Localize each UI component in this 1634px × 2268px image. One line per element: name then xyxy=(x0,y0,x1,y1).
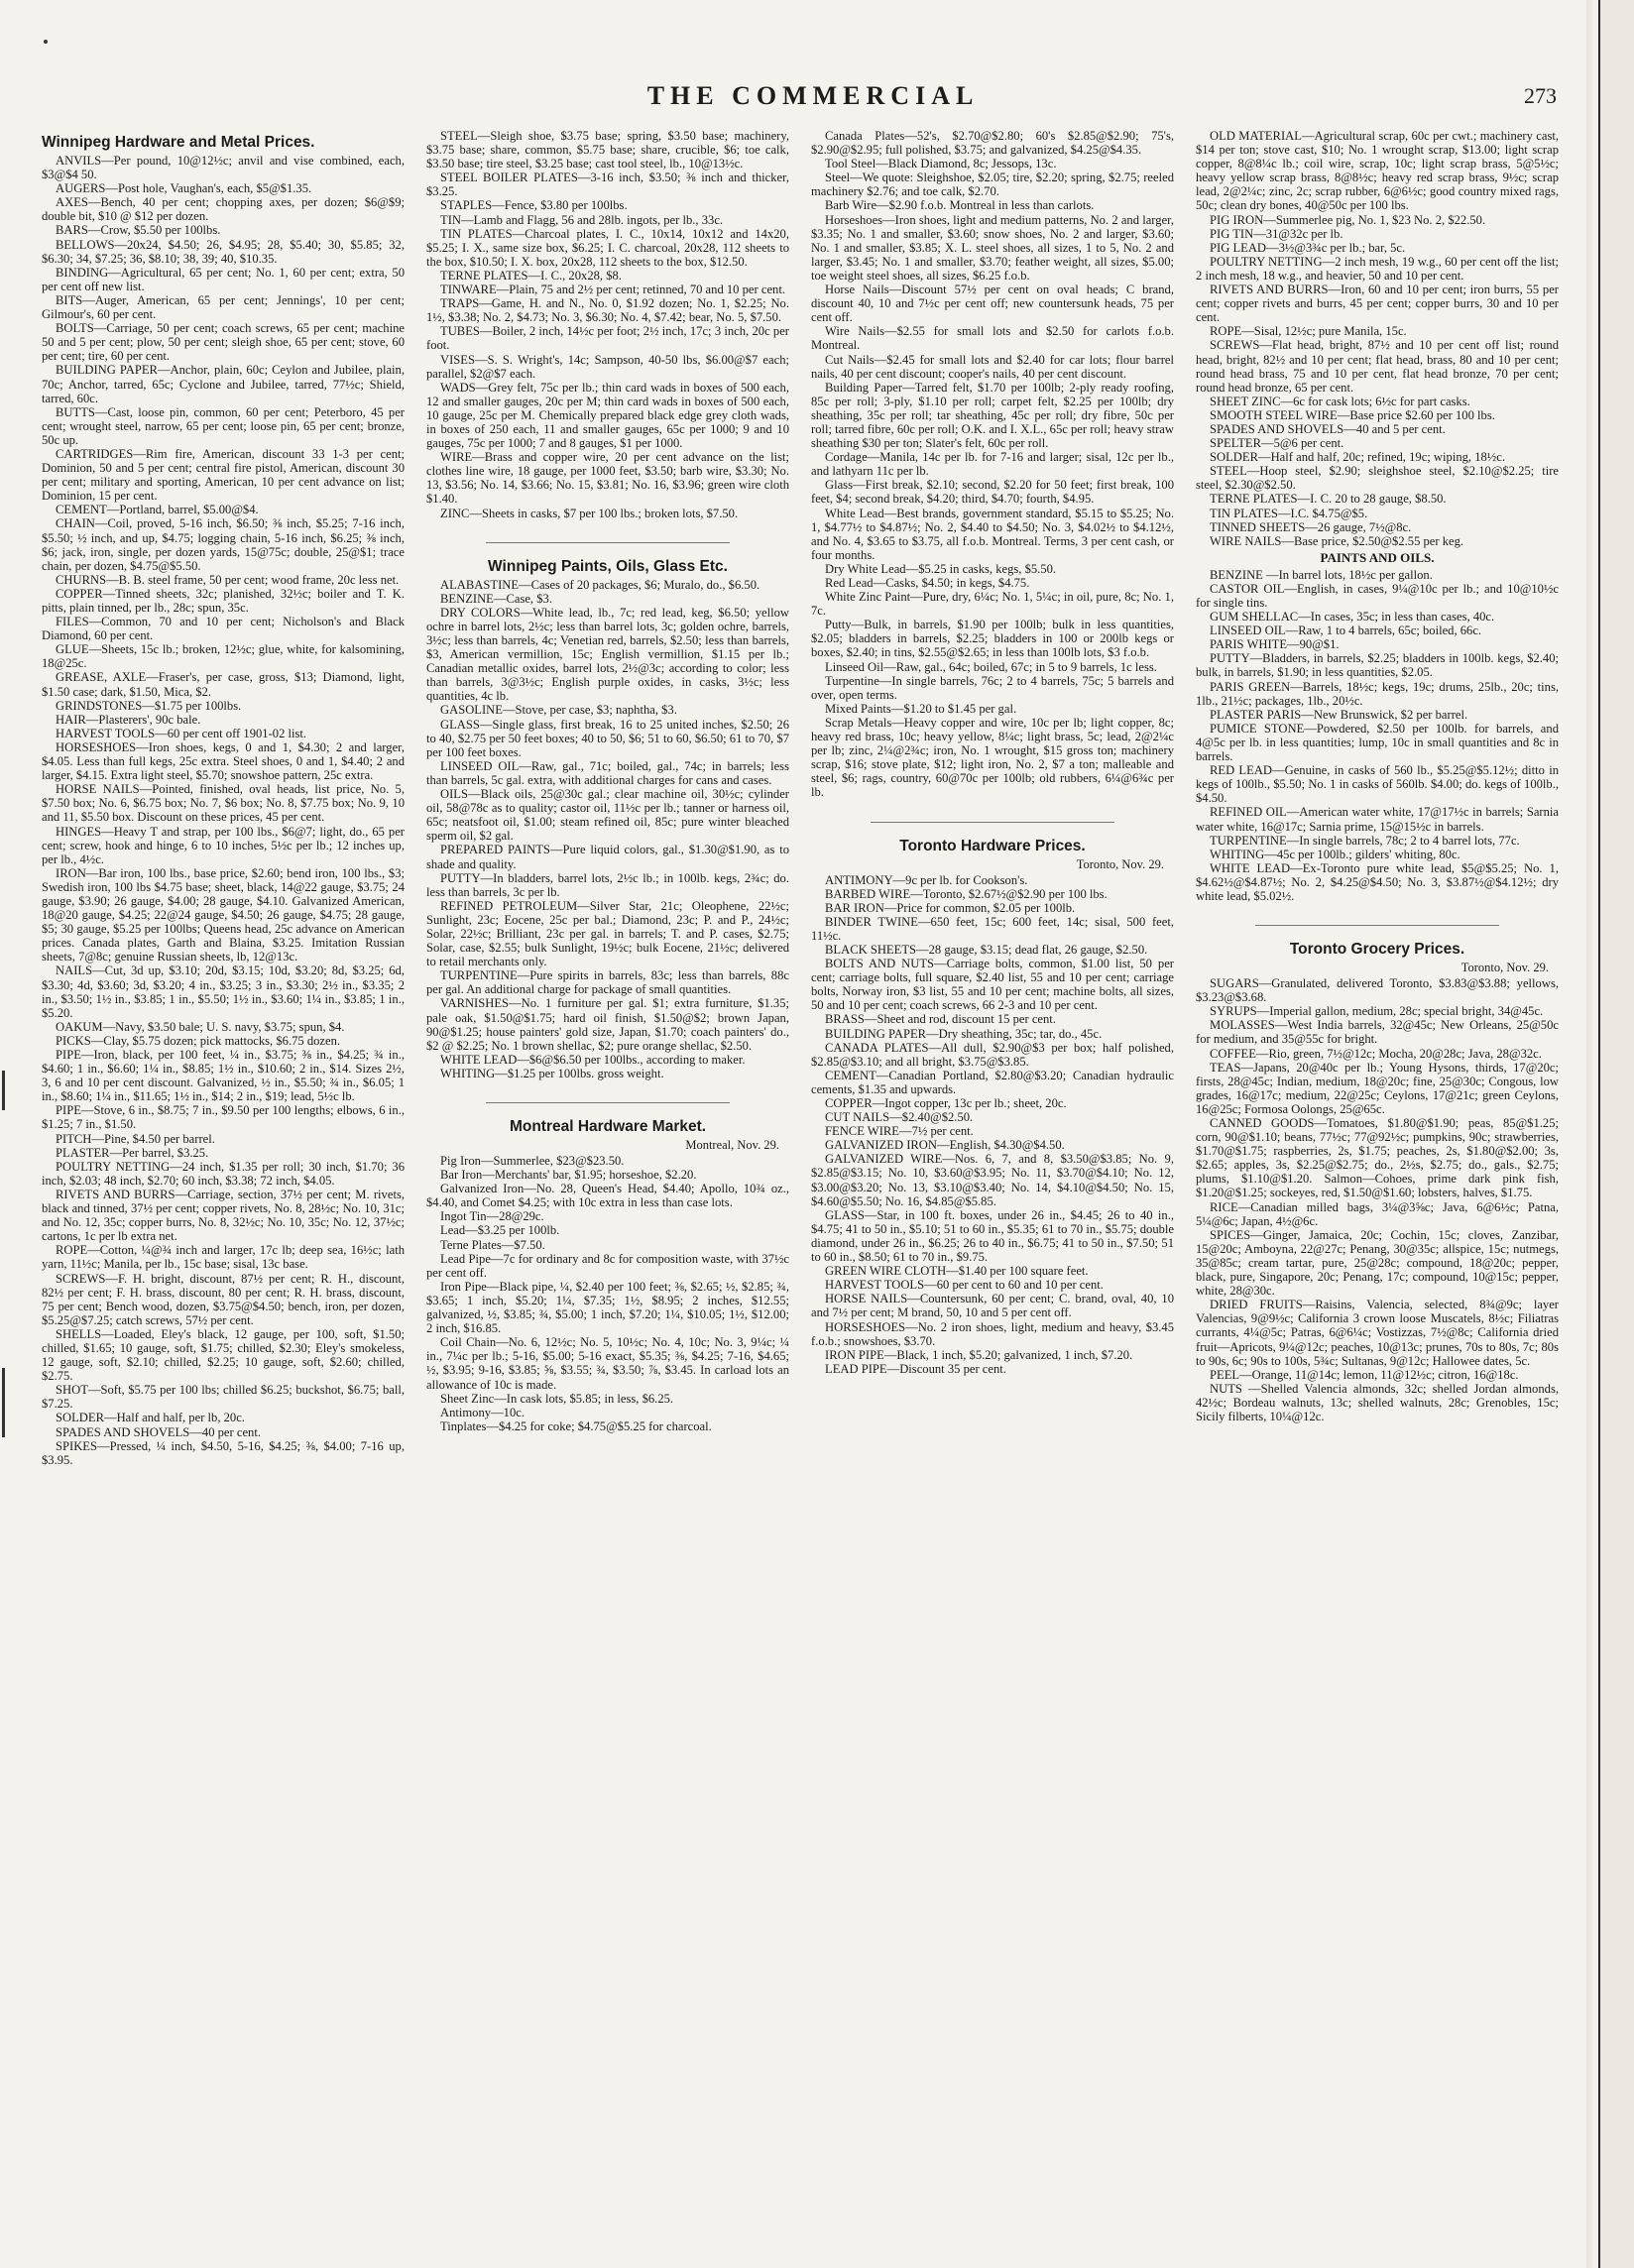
price-entry: CANNED GOODS—Tomatoes, $1.80@$1.90; peas, 85@$1.25; corn, 90@$1.10; beans, 77½c; 77@92½c; pumpkins, 90c; strawberries, $1.70@$1.75; raspberries, 2s, $1.75; peaches, 2s, $1.80@$2.00; 3s, $2.65; apples, 3s, $2.25@$2.75; do., 2½s, $2.75; do., gals., $2.75; plums, $1.10@$1.20. Salmon—Cohoes, prime dark pink fish, $1.20@$1.25; sockeyes, red, $1.50@$1.60; lobsters, halves, $1.75. xyxy=(1196,1116,1559,1200)
price-entry: SCREWS—F. H. bright, discount, 87½ per cent; R. H., discount, 82½ per cent; F. H. brass, discount, 80 per cent; R. H. brass, discount, 75 per cent; Bench wood, dozen, $3.75@$4.50; bench, iron, per dozen, $5.25@$7.25; catch screws, 57½ per cent. xyxy=(42,1271,405,1327)
price-entry: SUGARS—Granulated, delivered Toronto, $3.83@$3.88; yellows, $3.23@$3.68. xyxy=(1196,976,1559,1005)
price-entry: Red Lead—Casks, $4.50; in kegs, $4.75. xyxy=(825,576,1030,590)
price-entry: ROPE—Cotton, ¼@¾ inch and larger, 17c lb; deep sea, 16½c; lath yarn, 11½c; Manila, per lb., 15c base; sisal, 13c base. xyxy=(42,1243,405,1272)
price-entry: SPELTER—5@6 per cent. xyxy=(1210,436,1344,451)
price-entry: PUTTY—Bladders, in barrels, $2.25; bladders in 100lb. kegs, $2.40; bulk, in barrels, $1.90; in less quantities, $2.05. xyxy=(1196,651,1559,680)
price-entry: GLASS—Star, in 100 ft. boxes, under 26 in., $4.45; 26 to 40 in., $4.75; 41 to 50 in., $5.10; 51 to 60 in., $5.35; 61 to 70 in., $5.75; double diamond, under 26 in., $6.25; 26 to 40 in., $6.75; 41 to 50 in., $7.50; 51 to 60 in., $8.50; 61 to 70 in., $9.75. xyxy=(811,1207,1174,1265)
column-1 xyxy=(42,129,405,2250)
price-entry: STEEL—Hoop steel, $2.90; sleighshoe steel, $2.10@$2.25; tire steel, $2.30@$2.50. xyxy=(1196,464,1559,493)
price-entry: Horse Nails—Discount 57½ per cent on oval heads; C brand, discount 40, 10 and 7½c per cent off; new countersunk heads, 75 per cent off. xyxy=(811,283,1174,325)
scan-mark xyxy=(2,1071,5,1110)
price-entry: GRINDSTONES—$1.75 per 100lbs. xyxy=(56,698,242,713)
price-entry: PIG TIN—31@32c per lb. xyxy=(1210,226,1343,241)
price-entry: LINSEED OIL—Raw, gal., 71c; boiled, gal., 74c; in barrels; less than barrels, 5c gal. extra, with additional charges for cans and cases. xyxy=(426,758,789,787)
price-entry: WADS—Grey felt, 75c per lb.; thin card wads in boxes of 500 each, 12 and smaller gauges, 20c per M; thin card wads in boxes of 500 each, 10 gauge, 25c per M. Chemically prepared black edge grey cloth wads, in boxes of 250 each, 11 and smaller gauges, 65c per 1000; 9 and 10 gauges, 75c per 1000; 7 and 8 gauges, $1 per 1000. xyxy=(426,380,789,451)
price-entry: Iron Pipe—Black pipe, ¼, $2.40 per 100 feet; ⅜, $2.65; ½, $2.85; ¾, $3.65; 1 inch, $5.20; 1¼, $7.35; 1½, $8.95; 2 inches, $12.55; galvanized, ½, $3.85; ¾, $5.00; 1 inch, $7.20; 1¼, $10.05; 1½, $12.00; 2 inch, $16.85. xyxy=(426,1279,789,1336)
price-entry: BARBED WIRE—Toronto, $2.67½@$2.90 per 100 lbs. xyxy=(825,886,1108,901)
price-entry: SPADES AND SHOVELS—40 and 5 per cent. xyxy=(1210,421,1446,436)
price-entry: ANTIMONY—9c per lb. for Cookson's. xyxy=(825,872,1028,887)
price-entry: TRAPS—Game, H. and N., No. 0, $1.92 dozen; No. 1, $2.25; No. 1½, $3.38; No. 2, $4.73; No. 3, $6.30; No. 4, $7.42; bear, No. 5, $7.50. xyxy=(426,296,789,325)
price-entry: Scrap Metals—Heavy copper and wire, 10c per lb; light copper, 8c; heavy red brass, 10c; heavy yellow, 8¼c; light brass, 5c; lead, 2@2¼c per lb; zinc, 2¼@2¾c; iron, No. 1 wrought, $15 gross ton; machinery scrap, $16; stove plate, $12; light iron, No. 2, $7 a ton; malleable and steel, $6; rags, country, 60@70c per 100lb; old rubbers, 6¼@6¾c per lb. xyxy=(811,715,1174,800)
section-heading: Winnipeg Hardware and Metal Prices. xyxy=(42,134,315,151)
price-entry: BOLTS AND NUTS—Carriage bolts, common, $1.00 list, 50 per cent; carriage bolts, full square, $2.40 list, 55 and 10 per cent; carriage bolts, Norway iron, $3 list, 55 and 10 per cent; machine bolts, all sizes, 50 and 10 per cent; coach screws, 66 2-3 and 10 per cent. xyxy=(811,957,1174,1013)
scan-mark xyxy=(2,1368,5,1437)
price-entry: PARIS WHITE—90@$1. xyxy=(1210,637,1340,652)
section-heading: Winnipeg Paints, Oils, Glass Etc. xyxy=(488,557,728,575)
price-entry: POULTRY NETTING—2 inch mesh, 19 w.g., 60 per cent off the list; 2 inch mesh, 18 w.g., and heavier, 50 and 10 per cent. xyxy=(1196,254,1559,283)
price-entry: OLD MATERIAL—Agricultural scrap, 60c per cwt.; machinery cast, $14 per ton; stove cast, $10; No. 1 wrought scrap, $13.00; light scrap copper, 8@8¼c lb.; coil wire, scrap, 10c; light scrap brass, 5@5½c; heavy yellow scrap brass, 8@8½c; heavy red scrap brass, 9½c; scrap lead, 2@2¼c; zinc, 2c; scrap rubber, 6@6½c; good country mixed rags, 50c; clean dry bones, 40@50c per 100 lbs. xyxy=(1196,129,1559,213)
price-entry: SOLDER—Half and half, per lb, 20c. xyxy=(56,1411,245,1425)
price-entry: Terne Plates—$7.50. xyxy=(440,1237,545,1252)
price-entry: LEAD PIPE—Discount 35 per cent. xyxy=(825,1361,1006,1376)
price-entry: SPIKES—Pressed, ¼ inch, $4.50, 5-16, $4.25; ⅜, $4.00; 7-16 up, $3.95. xyxy=(42,1438,405,1467)
price-entry: IRON—Bar iron, 100 lbs., base price, $2.60; bend iron, 100 lbs., $3; Swedish iron, 100 lbs $4.75 base; sheet, black, 14@22 gauge, $3.75; 24 gauge, $3.90; 26 gauge, $4.00; 28 gauge, $4.10. Galvanized American, 18@20 gauge, $4.25; 22@24 gauge, $4.50; 26 gauge, $4.75; 28 gauge, $5; 30 gauge, $5.25 per 100lbs; Queens head, 25c advance on American prices. Canada plates, Garth and Blaina, $3.25. Imitation Russian sheets, 7@8c; genuine Russian sheets, lb, 12@13c. xyxy=(42,865,405,964)
price-entry: WIRE NAILS—Base price, $2.50@$2.55 per keg. xyxy=(1210,533,1464,548)
price-entry: Dry White Lead—$5.25 in casks, kegs, $5.50. xyxy=(825,561,1057,576)
price-entry: PICKS—Clay, $5.75 dozen; pick mattocks, $6.75 dozen. xyxy=(56,1033,341,1048)
price-entry: STEEL—Sleigh shoe, $3.75 base; spring, $3.50 base; machinery, $3.75 base; share, common, $5.75 base; share, crucible, $6; toe calk, $3.50 base; tire steel, $3.25 base; cast tool steel, lb., 10@13½c. xyxy=(426,129,789,171)
price-entry: GALVANIZED WIRE—Nos. 6, 7, and 8, $3.50@$3.85; No. 9, $2.85@$3.15; No. 10, $3.60@$3.95; No. 11, $3.70@$4.10; No. 12, $3.00@$3.20; No. 13, $3.10@$3.40; No. 14, $4.10@$4.50; No. 15, $4.60@$5.50; No. 16, $4.85@$5.85. xyxy=(811,1152,1174,1208)
price-entry: Turpentine—In single barrels, 76c; 2 to 4 barrels, 75c; 5 barrels and over, open terms. xyxy=(811,673,1174,702)
price-entry: TERNE PLATES—I. C., 20x28, $8. xyxy=(440,268,622,283)
price-entry: GUM SHELLAC—In cases, 35c; in less than cases, 40c. xyxy=(1210,610,1495,624)
price-entry: HARVEST TOOLS—60 per cent off 1901-02 list. xyxy=(56,726,307,740)
price-entry: ANVILS—Per pound, 10@12½c; anvil and vise combined, each, $3@$4 50. xyxy=(42,154,405,182)
price-entry: TIN PLATES—Charcoal plates, I. C., 10x14, 10x12 and 14x20, $5.25; I. X., same size box, $6.25; I. C. charcoal, 20x28, 112 sheets to the box, $10.50; I. X. box, 20x28, 112 sheets to the box, $12.50. xyxy=(426,226,789,269)
price-entry: TURPENTINE—Pure spirits in barrels, 83c; less than barrels, 88c per gal. An additional charge for package of small quantities. xyxy=(426,968,789,997)
price-entry: OILS—Black oils, 25@30c gal.; clear machine oil, 30½c; cylinder oil, 58@78c as to quality; castor oil, 11½c per lb.; tanner or harness oil, 65c; neatsfoot oil, $1.00; steam refined oil, 85c; pure winter bleached sperm oil, $2 gal. xyxy=(426,787,789,844)
price-entry: COPPER—Ingot copper, 13c per lb.; sheet, 20c. xyxy=(825,1096,1067,1110)
price-entry: CANADA PLATES—All dull, $2.90@$3 per box; half polished, $2.85@$3.10; and all bright, $3.75@$3.85. xyxy=(811,1040,1174,1069)
price-entry: BINDER TWINE—650 feet, 15c; 600 feet, 14c; sisal, 500 feet, 11½c. xyxy=(811,914,1174,943)
price-entry: REFINED PETROLEUM—Silver Star, 21c; Oleophene, 22½c; Sunlight, 23c; Eocene, 25c per bal.; Diamond, 23c; P. and P., 24½c; Solar, 22½c; Brilliant, 23c per gal. in barrels; T. and P. cases, $2.75; Solar, case, $2.55; bulk Sunlight, 19½c; bulk Eocene, 21½c; delivered to retail merchants only. xyxy=(426,898,789,969)
price-entry: ROPE—Sisal, 12½c; pure Manila, 15c. xyxy=(1210,324,1407,339)
price-entry: HAIR—Plasterers', 90c bale. xyxy=(56,712,201,727)
price-entry: HORSE NAILS—Countersunk, 60 per cent; C. brand, oval, 40, 10 and 7½ per cent; M brand, 50, 10 and 5 per cent off. xyxy=(811,1292,1174,1320)
price-entry: Pig Iron—Summerlee, $23@$23.50. xyxy=(440,1154,625,1168)
section-divider xyxy=(871,822,1114,823)
price-entry: Glass—First break, $2.10; second, $2.20 for 50 feet; first break, 100 feet, $4; second break, $4.20; third, $4.70; fourth, $4.95. xyxy=(811,478,1174,507)
price-entry: Tool Steel—Black Diamond, 8c; Jessops, 13c. xyxy=(825,157,1057,171)
price-entry: Canada Plates—52's, $2.70@$2.80; 60's $2.85@$2.90; 75's, $2.90@$2.95; full polished, $3.75; and galvanized, $4.25@$4.35. xyxy=(811,129,1174,158)
price-entry: WHITE LEAD—Ex-Toronto pure white lead, $5@$5.25; No. 1, $4.62½@$4.87½; No. 2, $4.25@$4.50; No. 3, $3.87½@$4.12½; dry white lead, $5.02½. xyxy=(1196,860,1559,903)
price-entry: White Zinc Paint—Pure, dry, 6¼c; No. 1, 5¼c; in oil, pure, 8c; No. 1, 7c. xyxy=(811,590,1174,619)
price-entry: RIVETS AND BURRS—Iron, 60 and 10 per cent; iron burrs, 55 per cent; copper rivets and burrs, 45 per cent; copper burrs, 30 and 10 per cent. xyxy=(1196,283,1559,325)
section-heading: Toronto Hardware Prices. xyxy=(899,837,1086,854)
price-entry: SHELLS—Loaded, Eley's black, 12 gauge, per 100, soft, $1.50; chilled, $1.65; 10 gauge, soft, $1.75; chilled, $2.30; Eley's smokeless, 12 gauge, soft, $2.10; chilled, $2.25; 10 gauge, soft, $2.60; chilled, $2.75. xyxy=(42,1326,405,1384)
column-3 xyxy=(811,129,1174,2250)
price-entry: LINSEED OIL—Raw, 1 to 4 barrels, 65c; boiled, 66c. xyxy=(1210,624,1482,638)
price-entry: ZINC—Sheets in casks, $7 per 100 lbs.; broken lots, $7.50. xyxy=(440,506,739,520)
price-entry: COFFEE—Rio, green, 7½@12c; Mocha, 20@28c; Java, 28@32c. xyxy=(1210,1046,1542,1061)
price-entry: Cut Nails—$2.45 for small lots and $2.40 for car lots; flour barrel nails, 40 per cent discount; cooper's nails, 40 per cent discount. xyxy=(811,352,1174,381)
price-entry: PIG IRON—Summerlee pig, No. 1, $23 No. 2, $22.50. xyxy=(1210,212,1486,227)
section-divider xyxy=(1255,925,1499,926)
price-entry: PUMICE STONE—Powdered, $2.50 per 100lb. for barrels, and 4@5c per lb. in less quantities; lump, 10c in small quantities and 8c in barrels. xyxy=(1196,721,1559,764)
price-entry: Linseed Oil—Raw, gal., 64c; boiled, 67c; in 5 to 9 barrels, 1c less. xyxy=(825,659,1157,674)
price-entry: NUTS —Shelled Valencia almonds, 32c; shelled Jordan almonds, 42½c; Bordeau walnuts, 13c; shelled walnuts, 28c; Grenobles, 15c; Sicily filberts, 10¼@12c. xyxy=(1196,1381,1559,1423)
running-head xyxy=(40,81,1586,115)
price-entry: IRON PIPE—Black, 1 inch, $5.20; galvanized, 1 inch, $7.20. xyxy=(825,1347,1133,1362)
price-entry: PITCH—Pine, $4.50 per barrel. xyxy=(56,1131,215,1146)
price-entry: STEEL BOILER PLATES—3-16 inch, $3.50; ⅜ inch and thicker, $3.25. xyxy=(426,170,789,199)
price-entry: CASTOR OIL—English, in cases, 9¼@10c per lb.; and 10@10½c for single tins. xyxy=(1196,581,1559,610)
price-entry: BOLTS—Carriage, 50 per cent; coach screws, 65 per cent; machine 50 and 5 per cent; plow, 50 per cent; sleigh shoe, 65 per cent; stove, 60 per cent; tire, 60 per cent. xyxy=(42,321,405,364)
price-entry: SHOT—Soft, $5.75 per 100 lbs; chilled $6.25; buckshot, $6.75; ball, $7.25. xyxy=(42,1383,405,1412)
price-entry: GREEN WIRE CLOTH—$1.40 per 100 square feet. xyxy=(825,1264,1089,1279)
column-2 xyxy=(426,129,789,2250)
price-entry: NAILS—Cut, 3d up, $3.10; 20d, $3.15; 10d, $3.20; 8d, $3.25; 6d, $3.30; 4d, $3.60; 3d, $3.20; 4 in., $3.25; 3 in., $3.30; 2½ in., $3.35; 2 in., $3.50; 1½ in., $3.85; 1 in., $5.50; 1½ in., $3.60; 1¼ in., $3.85; 1 in., $5.20. xyxy=(42,964,405,1020)
price-entry: PLASTER PARIS—New Brunswick, $2 per barrel. xyxy=(1210,707,1468,722)
price-entry: CHAIN—Coil, proved, 5-16 inch, $6.50; ⅜ inch, $5.25; 7-16 inch, $5.50; ½ inch, and up, $4.75; logging chain, 5-16 inch, $6.25; ⅜ inch, $6; jack, iron, single, per dozen yards, 15@75c; double, 25@$1; trace chain, per dozen, $4.75@$5.50. xyxy=(42,516,405,573)
price-entry: GASOLINE—Stove, per case, $3; naphtha, $3. xyxy=(440,703,677,718)
price-entry: TERNE PLATES—I. C. 20 to 28 gauge, $8.50. xyxy=(1210,492,1447,507)
price-entry: PIPE—Stove, 6 in., $8.75; 7 in., $9.50 per 100 lengths; elbows, 6 in., $1.25; 7 in., $1.50. xyxy=(42,1103,405,1132)
price-entry: BENZINE—Case, $3. xyxy=(440,591,552,606)
price-entry: Lead Pipe—7c for ordinary and 8c for composition waste, with 37½c per cent off. xyxy=(426,1251,789,1280)
price-entry: AXES—Bench, 40 per cent; chopping axes, per dozen; $6@$9; double bit, $10 @ $12 per dozen. xyxy=(42,195,405,224)
scan-mark xyxy=(44,40,48,44)
price-entry: WHITING—45c per 100lb.; gilders' whiting, 80c. xyxy=(1210,847,1460,861)
publication-title: THE COMMERCIAL xyxy=(646,81,980,110)
price-entry: Building Paper—Tarred felt, $1.70 per 100lb; 2-ply ready roofing, 85c per roll; 3-ply, $1.10 per roll; carpet felt, $2.25 per 100lb; dry sheathing, 35c per roll; tar sheathing, 45c per roll; dry fibre, 50c per roll; tarred fibre, 60c per roll; O.K. and I. X.L., 65c per roll; heavy straw sheathing $30 per ton; Slater's felt, 60c per roll. xyxy=(811,380,1174,451)
price-entry: White Lead—Best brands, government standard, $5.15 to $5.25; No. 1, $4.77½ to $4.87½; No. 2, $4.40 to $4.50; No. 3, $4.02½ to $4.12½, and No. 4, $3.65 to $3.75, all f.o.b. Montreal. Terms, 3 per cent cash, or four months. xyxy=(811,506,1174,562)
price-entry: Mixed Paints—$1.20 to $1.45 per gal. xyxy=(825,701,1017,716)
price-entry: TURPENTINE—In single barrels, 78c; 2 to 4 barrel lots, 77c. xyxy=(1210,833,1520,848)
price-entry: Horseshoes—Iron shoes, light and medium patterns, No. 2 and larger, $3.35; No. 1 and smaller, $3.60; snow shoes, No. 2 and larger, $3.60; No. 1 and smaller, $3.85; X. L. steel shoes, all sizes, 1 to 5, No. 2 and larger, $3.45; No. 1 and smaller, $3.70; feather weight, all sizes, $5.00; toe weight steel shoes, all sizes, $6.25 f.o.b. xyxy=(811,212,1174,283)
price-entry: VARNISHES—No. 1 furniture per gal. $1; extra furniture, $1.35; pale oak, $1.50@$1.75; hard oil finish, $1.50@$2; brown Japan, 90@$1.25; house painters' gold size, Japan, $1.70; coach painters' do., $2 @ $2.25; No. 1 brown shellac, $2; pure orange shellac, $2.50. xyxy=(426,996,789,1053)
price-entry: Cordage—Manila, 14c per lb. for 7-16 and larger; sisal, 12c per lb., and lathyarn 11c per lb. xyxy=(811,450,1174,479)
price-entry: TIN PLATES—I.C. $4.75@$5. xyxy=(1210,506,1368,520)
price-entry: PARIS GREEN—Barrels, 18½c; kegs, 19c; drums, 25lb., 20c; tins, 1lb., 21½c; packages, 1lb., 20½c. xyxy=(1196,679,1559,708)
price-entry: GALVANIZED IRON—English, $4.30@$4.50. xyxy=(825,1138,1065,1153)
price-entry: VISES—S. S. Wright's, 14c; Sampson, 40-50 lbs, $6.00@$7 each; parallel, $2@$7 each. xyxy=(426,352,789,381)
section-heading: Toronto Grocery Prices. xyxy=(1289,941,1465,959)
price-entry: CHURNS—B. B. steel frame, 50 per cent; wood frame, 20c less net. xyxy=(56,572,400,587)
dateline: Montreal, Nov. 29. xyxy=(685,1138,779,1152)
price-entry: WHITING—$1.25 per 100lbs. gross weight. xyxy=(440,1066,664,1080)
price-entry: Lead—$3.25 per 100lb. xyxy=(440,1223,560,1238)
price-entry: BRASS—Sheet and rod, discount 15 per cent. xyxy=(825,1012,1056,1027)
price-entry: AUGERS—Post hole, Vaughan's, each, $5@$1.35. xyxy=(56,181,312,196)
price-entry: PREPARED PAINTS—Pure liquid colors, gal., $1.30@$1.90, as to shade and quality. xyxy=(426,843,789,871)
page-number: 273 xyxy=(1524,83,1557,108)
price-entry: TUBES—Boiler, 2 inch, 14½c per foot; 2½ inch, 17c; 3 inch, 20c per foot. xyxy=(426,324,789,353)
subheading: PAINTS AND OILS. xyxy=(1320,549,1435,565)
dateline: Toronto, Nov. 29. xyxy=(1460,961,1549,975)
price-entry: Antimony—10c. xyxy=(440,1405,525,1419)
price-entry: PIG LEAD—3½@3¾c per lb.; bar, 5c. xyxy=(1210,240,1406,255)
dateline: Toronto, Nov. 29. xyxy=(1076,856,1164,871)
price-entry: SMOOTH STEEL WIRE—Base price $2.60 per 100 lbs. xyxy=(1210,407,1495,422)
price-entry: SPICES—Ginger, Jamaica, 20c; Cochin, 15c; cloves, Zanzibar, 15@20c; Amboyna, 22@27c; Penang, 30@35c; allspice, 15c; nutmegs, 35@85c; cream tartar, pure, 25@28c; compound, 18@20c; pepper, black, pure, Singapore, 20c; Penang, 17c; compound, 10@15c; pepper, white, 28@30c. xyxy=(1196,1227,1559,1299)
article-columns xyxy=(42,129,1559,2250)
price-entry: HORSESHOES—No. 2 iron shoes, light, medium and heavy, $3.45 f.o.b.; snowshoes, $3.70. xyxy=(811,1319,1174,1348)
price-entry: RED LEAD—Genuine, in casks of 560 lb., $5.25@$5.12½; ditto in kegs of 100lb., $5.50; No. 1 in casks of 560lb. $4.00; do. kegs of 100lb., $4.50. xyxy=(1196,763,1559,806)
price-entry: Tinplates—$4.25 for coke; $4.75@$5.25 for charcoal. xyxy=(440,1418,712,1433)
price-entry: HARVEST TOOLS—60 per cent to 60 and 10 per cent. xyxy=(825,1278,1104,1293)
price-entry: STAPLES—Fence, $3.80 per 100lbs. xyxy=(440,198,628,213)
price-entry: GLASS—Single glass, first break, 16 to 25 united inches, $2.50; 26 to 40, $2.75 per 50 feet boxes; 40 to 50, $6; 51 to 60, $6.50; 61 to 70, $7 per 100 feet boxes. xyxy=(426,717,789,759)
price-entry: Steel—We quote: Sleighshoe, $2.05; tire, $2.20; spring, $2.75; reeled machinery $2.76; and toe calk, $2.70. xyxy=(811,170,1174,199)
binding-edge xyxy=(1598,0,1634,2268)
price-entry: HINGES—Heavy T and strap, per 100 lbs., $6@7; light, do., 65 per cent; screw, hook and hinge, 6 to 10 inches, 5½c per lb.; 12 inches up, per lb., 4½c. xyxy=(42,824,405,866)
price-entry: BUILDING PAPER—Anchor, plain, 60c; Ceylon and Jubilee, plain, 70c; Anchor, tarred, 65c; Cyclone and Jubilee, tarred, 77½c; Shield, tarred, 60c. xyxy=(42,363,405,405)
price-entry: PLASTER—Per barrel, $3.25. xyxy=(56,1145,209,1160)
price-entry: TINWARE—Plain, 75 and 2½ per cent; retinned, 70 and 10 per cent. xyxy=(440,283,785,297)
price-entry: Barb Wire—$2.90 f.o.b. Montreal in less than carlots. xyxy=(825,198,1095,213)
price-entry: DRY COLORS—White lead, lb., 7c; red lead, keg, $6.50; yellow ochre in barrel lots, 2½c; less than barrel lots, 3c; golden ochre, barrels, 3½c; less than barrels, 4c; Venetian red, barrels, $2.50; less than barrels, $3, American vermillion, 15c; English vermillion, $1.15 per lb.; Canadian metallic oxides, barrel lots, 2½@3c; according to color; less than barrels, 3@3½c; English purple oxides, in casks, 3½c; less quantities, 4c lb. xyxy=(426,605,789,704)
price-entry: HORSESHOES—Iron shoes, kegs, 0 and 1, $4.30; 2 and larger, $4.05. Less than full kegs, 25c extra. Steel shoes, 0 and 1, $4.40; 2 and larger, $4.15. Extra light steel, $5.70; snowshoe pattern, 25c extra. xyxy=(42,739,405,783)
price-entry: BUILDING PAPER—Dry sheathing, 35c; tar, do., 45c. xyxy=(825,1026,1103,1041)
price-entry: RIVETS AND BURRS—Carriage, section, 37½ per cent; M. rivets, black and tinned, 37½ per cent; copper rivets, No. 8, 28½c; No. 10, 31c; and No. 12, 35c; copper burrs, No. 8, 32½c; No. 10, 35c; No. 12, 37½c; cartons, 1c per lb extra net. xyxy=(42,1187,405,1244)
price-entry: SCREWS—Flat head, bright, 87½ and 10 per cent off list; round head, bright, 82½ and 10 per cent; flat head, brass, 80 and 10 per cent; round head brass, 75 and 10 per cent, flat head bronze, 70 per cent; round head bronze, 65 per cent. xyxy=(1196,338,1559,395)
price-entry: PIPE—Iron, black, per 100 feet, ¼ in., $3.75; ⅜ in., $4.25; ¾ in., $4.60; 1 in., $6.60; 1¼ in., $8.85; 1½ in., $10.60; 2 in., $14. Sizes 2½, 3, 6 and 10 per cent discount. Galvanized, ½ in., $5.50; ¾ in., $6.05; 1 in., $8.60; 1¼ in., $11.65; 1½ in., $14; 2 in., $19; lead, 5½c lb. xyxy=(42,1048,405,1104)
price-entry: REFINED OIL—American water white, 17@17½c in barrels; Sarnia water white, 16@17c; Sarnia prime, 15@15½c in barrels. xyxy=(1196,805,1559,834)
price-entry: HORSE NAILS—Pointed, finished, oval heads, list price, No. 5, $7.50 box; No. 6, $6.75 box; No. 7, $6 box; No. 8, $7.75 box; No. 9, 10 and 11, $5.50 box. Discount on these prices, 45 per cent. xyxy=(42,782,405,825)
price-entry: OAKUM—Navy, $3.50 bale; U. S. navy, $3.75; spun, $4. xyxy=(56,1019,345,1034)
price-entry: FILES—Common, 70 and 10 per cent; Nicholson's and Black Diamond, 60 per cent. xyxy=(42,615,405,643)
price-entry: COPPER—Tinned sheets, 32c; planished, 32½c; boiler and T. K. pitts, plain tinned, per lb., 28c; spun, 35c. xyxy=(42,586,405,615)
price-entry: BUTTS—Cast, loose pin, common, 60 per cent; Peterboro, 45 per cent; wrought steel, narrow, 65 per cent; loose pin, 65 per cent; bronze, 50c up. xyxy=(42,404,405,447)
price-entry: Wire Nails—$2.55 for small lots and $2.50 for carlots f.o.b. Montreal. xyxy=(811,324,1174,353)
price-entry: BINDING—Agricultural, 65 per cent; No. 1, 60 per cent; extra, 50 per cent off new list. xyxy=(42,265,405,293)
price-entry: BLACK SHEETS—28 gauge, $3.15; dead flat, 26 gauge, $2.50. xyxy=(825,942,1148,957)
price-entry: CEMENT—Portland, barrel, $5.00@$4. xyxy=(56,503,259,517)
price-entry: MOLASSES—West India barrels, 32@45c; New Orleans, 25@50c for medium, and 35@55c for bright. xyxy=(1196,1018,1559,1047)
page-fold-shadow xyxy=(1586,0,1592,2268)
section-heading: Montreal Hardware Market. xyxy=(509,1118,707,1135)
price-entry: DRIED FRUITS—Raisins, Valencia, selected, 8¾@9c; layer Valencias, 9@9½c; California 3 crown loose Muscatels, 8½c; Filiatras currants, 4¼@5c; Patras, 6@6¼c; Vostizzas, 7½@8c; California dried fruit—Apricots, 9¼@12c; peaches, 10@13c; prunes, 70s to 80s, 7c; 80s to 90s, 6c; 90s to 100s, 5¾c; Sultanas, 9@12c; Hallowee dates, 5c. xyxy=(1196,1298,1559,1368)
column-4 xyxy=(1196,129,1559,2250)
price-entry: Coil Chain—No. 6, 12½c; No. 5, 10½c; No. 4, 10c; No. 3, 9¼c; ¼ in., 7¼c per lb.; 5-16, $5.00; 5-16 exact, $5.35; ⅜, $4.25; 7-16, $4.65; ½, $3.95; 9-16, $3.85; ⅝, $3.55; ¾, $3.50; ⅞, $3.45. In carload lots an allowance of 10c is made. xyxy=(426,1335,789,1392)
price-entry: SPADES AND SHOVELS—40 per cent. xyxy=(56,1424,261,1439)
price-entry: BAR IRON—Price for common, $2.05 per 100lb. xyxy=(825,900,1076,915)
price-entry: ALABASTINE—Cases of 20 packages, $6; Muralo, do., $6.50. xyxy=(440,577,760,592)
price-entry: SOLDER—Half and half, 20c; refined, 19c; wiping, 18½c. xyxy=(1210,450,1505,465)
price-entry: Sheet Zinc—In cask lots, $5.85; in less, $6.25. xyxy=(440,1391,674,1406)
price-entry: GLUE—Sheets, 15c lb.; broken, 12½c; glue, white, for kalsomining, 18@25c. xyxy=(42,642,405,671)
price-entry: FENCE WIRE—7½ per cent. xyxy=(825,1124,974,1139)
price-entry: RICE—Canadian milled bags, 3¼@3⅝c; Java, 6@6½c; Patna, 5¼@6c; Japan, 4½@6c. xyxy=(1196,1199,1559,1228)
price-entry: Putty—Bulk, in barrels, $1.90 per 100lb; bulk in less quantities, $2.05; bladders in barrels, $2.25; bladders in 100 or 200lb kegs or boxes, $2.40; in tins, $2.55@$2.65; in less than 100lb lots, $3 f.o.b. xyxy=(811,618,1174,660)
section-divider xyxy=(486,542,730,543)
price-entry: TEAS—Japans, 20@40c per lb.; Young Hysons, thirds, 17@20c; firsts, 28@45c; Indian, medium, 18@20c; fine, 25@30c; Congous, low grades, 16@17c; medium, 22@25c; Ceylons, 17@21c; green Ceylons, 16@25c; Formosa Oolongs, 25@65c. xyxy=(1196,1060,1559,1116)
price-entry: POULTRY NETTING—24 inch, $1.35 per roll; 30 inch, $1.70; 36 inch, $2.03; 48 inch, $2.70; 60 inch, $3.38; 72 inch, $4.05. xyxy=(42,1159,405,1188)
price-entry: BELLOWS—20x24, $4.50; 26, $4.95; 28, $5.40; 30, $5.85; 32, $6.30; 34, $7.25; 36, $8.10; 38, 39; 40, $10.35. xyxy=(42,237,405,266)
price-entry: PEEL—Orange, 11@14c; lemon, 11@12½c; citron, 16@18c. xyxy=(1210,1367,1519,1382)
price-entry: WIRE—Brass and copper wire, 20 per cent advance on the list; clothes line wire, 18 gauge, per 1000 feet, $3.50; barb wire, $3.30; No. 13, $3.56; No. 14, $3.66; No. 15, $3.81; No. 16, $3.96; green wire cloth $1.40. xyxy=(426,450,789,507)
price-entry: Bar Iron—Merchants' bar, $1.95; horseshoe, $2.20. xyxy=(440,1168,697,1183)
price-entry: TINNED SHEETS—26 gauge, 7½@8c. xyxy=(1210,519,1412,534)
price-entry: GREASE, AXLE—Fraser's, per case, gross, $13; Diamond, light, $1.50 case; dark, $1.50, Mica, $2. xyxy=(42,670,405,699)
price-entry: CARTRIDGES—Rim fire, American, discount 33 1-3 per cent; Dominion, 50 and 5 per cent; central fire pistol, American, discount 30 per cent; military and sporting, American, 10 per cent advance on list; Dominion, 15 per cent. xyxy=(42,446,405,504)
price-entry: SHEET ZINC—6c for cask lots; 6½c for part casks. xyxy=(1210,394,1470,408)
price-entry: BARS—Crow, $5.50 per 100lbs. xyxy=(56,223,221,238)
price-entry: CUT NAILS—$2.40@$2.50. xyxy=(825,1110,974,1125)
price-entry: WHITE LEAD—$6@$6.50 per 100lbs., according to maker. xyxy=(440,1052,746,1067)
section-divider xyxy=(486,1102,730,1103)
price-entry: Ingot Tin—28@29c. xyxy=(440,1209,544,1224)
price-entry: SYRUPS—Imperial gallon, medium, 28c; special bright, 34@45c. xyxy=(1210,1004,1544,1019)
price-entry: TIN—Lamb and Flagg, 56 and 28lb. ingots, per lb., 33c. xyxy=(440,212,724,227)
price-entry: PUTTY—In bladders, barrel lots, 2½c lb.; in 100lb. kegs, 2¾c; do. less than barrels, 3c per lb. xyxy=(426,870,789,899)
price-entry: BENZINE —In barrel lots, 18½c per gallon. xyxy=(1210,567,1433,582)
price-entry: BITS—Auger, American, 65 per cent; Jennings', 10 per cent; Gilmour's, 60 per cent. xyxy=(42,292,405,322)
price-entry: Galvanized Iron—No. 28, Queen's Head, $4.40; Apollo, 10¾ oz., $4.40, and Comet $4.25; with 10c extra in less than case lots. xyxy=(426,1182,789,1210)
price-entry: CEMENT—Canadian Portland, $2.80@$3.20; Canadian hydraulic cements, $1.35 and upwards. xyxy=(811,1068,1174,1096)
